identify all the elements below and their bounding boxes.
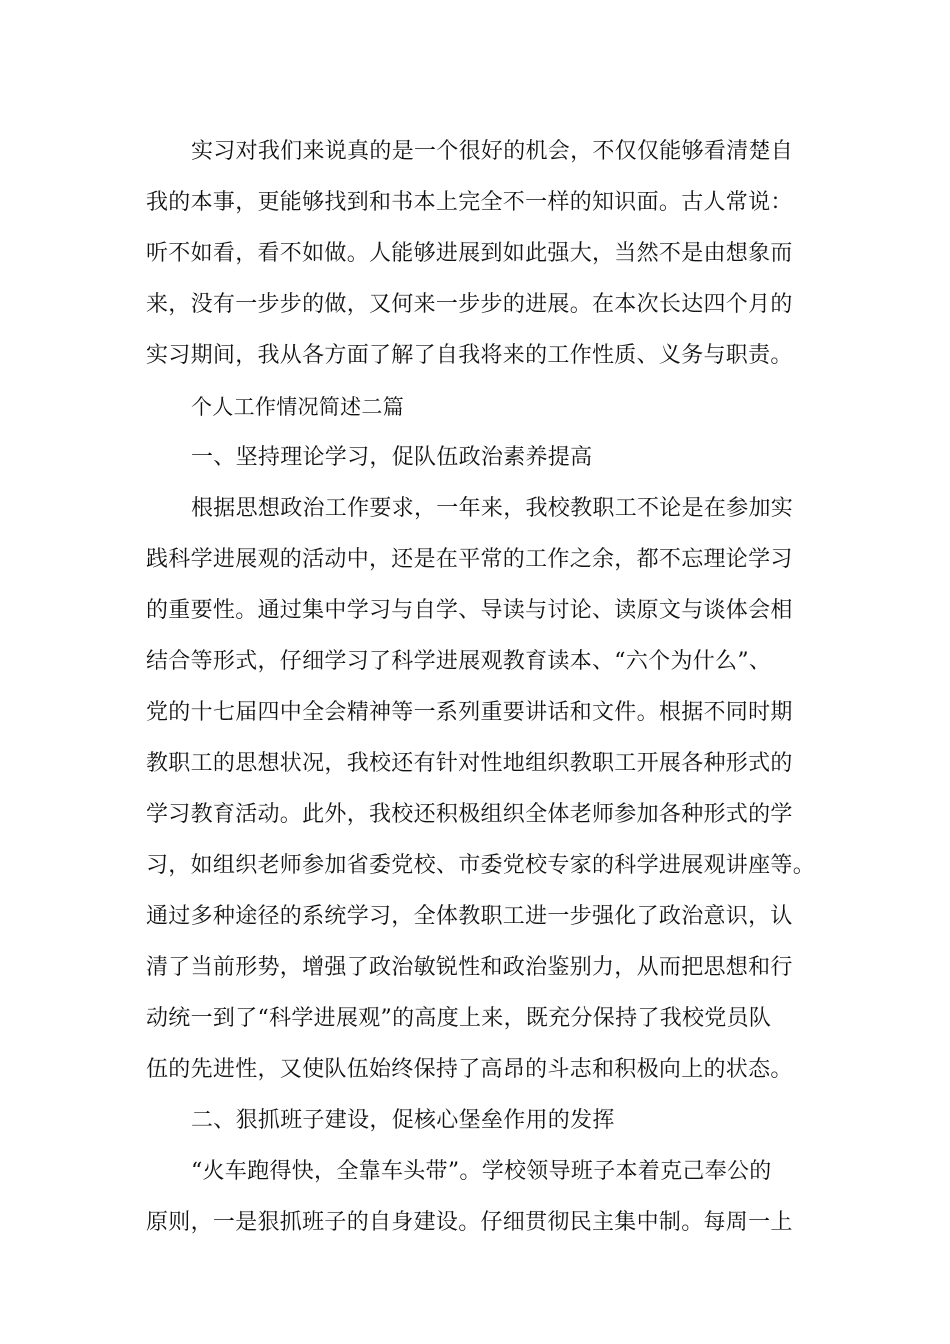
paragraph-line: 伍的先进性，又使队伍始终保持了高昂的斗志和积极向上的状态。 — [146, 1057, 793, 1082]
paragraph-line: 党的十七届四中全会精神等一系列重要讲话和文件。根据不同时期 — [146, 700, 793, 725]
paragraph-line: 听不如看，看不如做。人能够进展到如此强大，当然不是由想象而 — [146, 241, 793, 266]
paragraph-line: 的重要性。通过集中学习与自学、导读与讨论、读原文与谈体会相 — [146, 598, 793, 623]
paragraph-line: 结合等形式，仔细学习了科学进展观教育读本、“六个为什么”、 — [146, 649, 772, 674]
paragraph-line: 实习期间，我从各方面了解了自我将来的工作性质、义务与职责。 — [146, 343, 793, 368]
paragraph-line: 学习教育活动。此外，我校还积极组织全体老师参加各种形式的学 — [146, 802, 793, 827]
paragraph-line: 实习对我们来说真的是一个很好的机会，不仅仅能够看清楚自 — [191, 139, 794, 164]
paragraph-line: 通过多种途径的系统学习，全体教职工进一步强化了政治意识，认 — [146, 904, 793, 929]
paragraph-line: 教职工的思想状况，我校还有针对性地组织教职工开展各种形式的 — [146, 751, 793, 776]
paragraph-line: 原则，一是狠抓班子的自身建设。仔细贯彻民主集中制。每周一上 — [146, 1210, 793, 1235]
paragraph-line: 践科学进展观的活动中，还是在平常的工作之余，都不忘理论学习 — [146, 547, 793, 572]
paragraph-line: 清了当前形势，增强了政治敏锐性和政治鉴别力，从而把思想和行 — [146, 955, 793, 980]
paragraph-line: 动统一到了“科学进展观”的高度上来，既充分保持了我校党员队 — [146, 1006, 772, 1031]
section-heading: 二、狠抓班子建设，促核心堡垒作用的发挥 — [191, 1108, 615, 1133]
paragraph-line: 习，如组织老师参加省委党校、市委党校专家的科学进展观讲座等。 — [146, 853, 816, 878]
paragraph-line: 来，没有一步步的做，又何来一步步的进展。在本次长达四个月的 — [146, 292, 793, 317]
section-heading: 一、坚持理论学习，促队伍政治素养提高 — [191, 445, 593, 470]
section-title: 个人工作情况简述二篇 — [191, 395, 404, 419]
paragraph-line: 根据思想政治工作要求，一年来，我校教职工不论是在参加实 — [191, 496, 794, 521]
paragraph-line: 我的本事，更能够找到和书本上完全不一样的知识面。古人常说： — [146, 190, 793, 215]
paragraph-line: “火车跑得快，全靠车头带”。学校领导班子本着克己奉公的 — [191, 1159, 772, 1184]
